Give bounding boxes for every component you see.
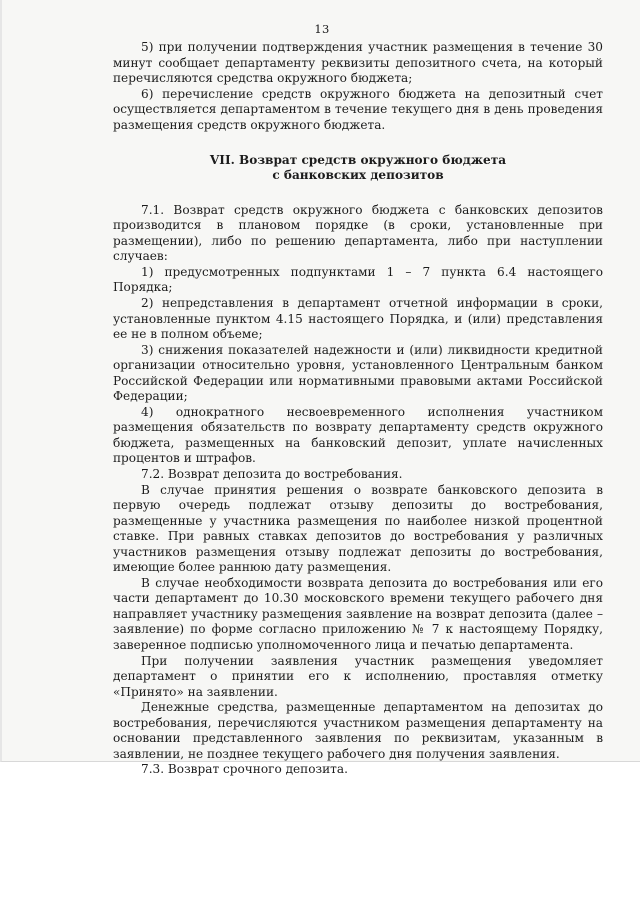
paragraph-7-2: 7.2. Возврат депозита до востребования. xyxy=(141,466,403,481)
paragraph-7-2-request: В случае необходимости возврата депозита до востребования или его части департамент до 10.30 московского времени текущего рабочего дня направляет участнику размещения заявление на возврат депозита (далее – заявление) по форме согласно приложению № 7 к настоящему Порядку, заверенное подписью уполномоченного лица и печатью департамента. xyxy=(113,575,603,652)
section-title xyxy=(113,153,603,183)
paragraph-item-6: 6) перечисление средств окружного бюджета на депозитный счет осуществляется департаментом в течение текущего дня в день проведения размещения средств окружного бюджета. xyxy=(113,86,603,132)
paragraph-case-3: 3) снижения показателей надежности и (или) ликвидности кредитной организации относительно уровня, установленного Центральным банком Российской Федерации или нормативными правовыми актами Российской Федерации; xyxy=(113,342,603,404)
paragraph-7-2-notification: При получении заявления участник размещения уведомляет департамент о принятии его к исполнению, проставляя отметку «Принято» на заявлении. xyxy=(113,653,603,699)
paragraph-7-3: 7.3. Возврат срочного депозита. xyxy=(141,762,348,777)
paragraph-7-2-priority: В случае принятия решения о возврате банковского депозита в первую очередь подлежат отзыву депозиты до востребования, размещенные у участника размещения по наиболее низкой процентной ставке. При равных ставках депозитов до востребования у различных участников размещения отзыву подлежат депозиты до востребования, имеющие более раннюю дату размещения. xyxy=(113,482,603,575)
paragraph-case-2: 2) непредставления в департамент отчетной информации в сроки, установленные пунктом 4.15 настоящего Порядка, и (или) представления ее не в полном объеме; xyxy=(113,295,603,342)
paragraph-item-5: 5) при получении подтверждения участник размещения в течение 30 минут сообщает департаменту реквизиты депозитного счета, на который перечисляются средства окружного бюджета; xyxy=(113,40,603,86)
paragraph-7-2-transfer: Денежные средства, размещенные департаментом на депозитах до востребования, перечисляются участником размещения департаменту на основании представленного заявления по реквизитам, указанным в заявлении, не позднее текущего рабочего дня получения заявления. xyxy=(113,700,603,761)
paragraph-7-1: 7.1. Возврат средств окружного бюджета с банковских депозитов производится в плановом порядке (в сроки, установленные при размещении), либо по решению департамента, либо при наступлении случаев: xyxy=(113,202,603,264)
paragraph-case-4: 4) однократного несвоевременного исполнения участником размещения обязательств по возврату департаменту средств окружного бюджета, размещенных на банковский депозит, уплате начисленных процентов и штрафов. xyxy=(113,404,603,466)
document-body xyxy=(113,40,603,778)
section-title-line-1: VII. Возврат средств окружного бюджета xyxy=(209,153,507,168)
section-title-line-2: с банковских депозитов xyxy=(272,168,444,183)
paragraph-case-1: 1) предусмотренных подпунктами 1 – 7 пункта 6.4 настоящего Порядка; xyxy=(113,264,603,295)
page-number: 13 xyxy=(314,22,330,36)
